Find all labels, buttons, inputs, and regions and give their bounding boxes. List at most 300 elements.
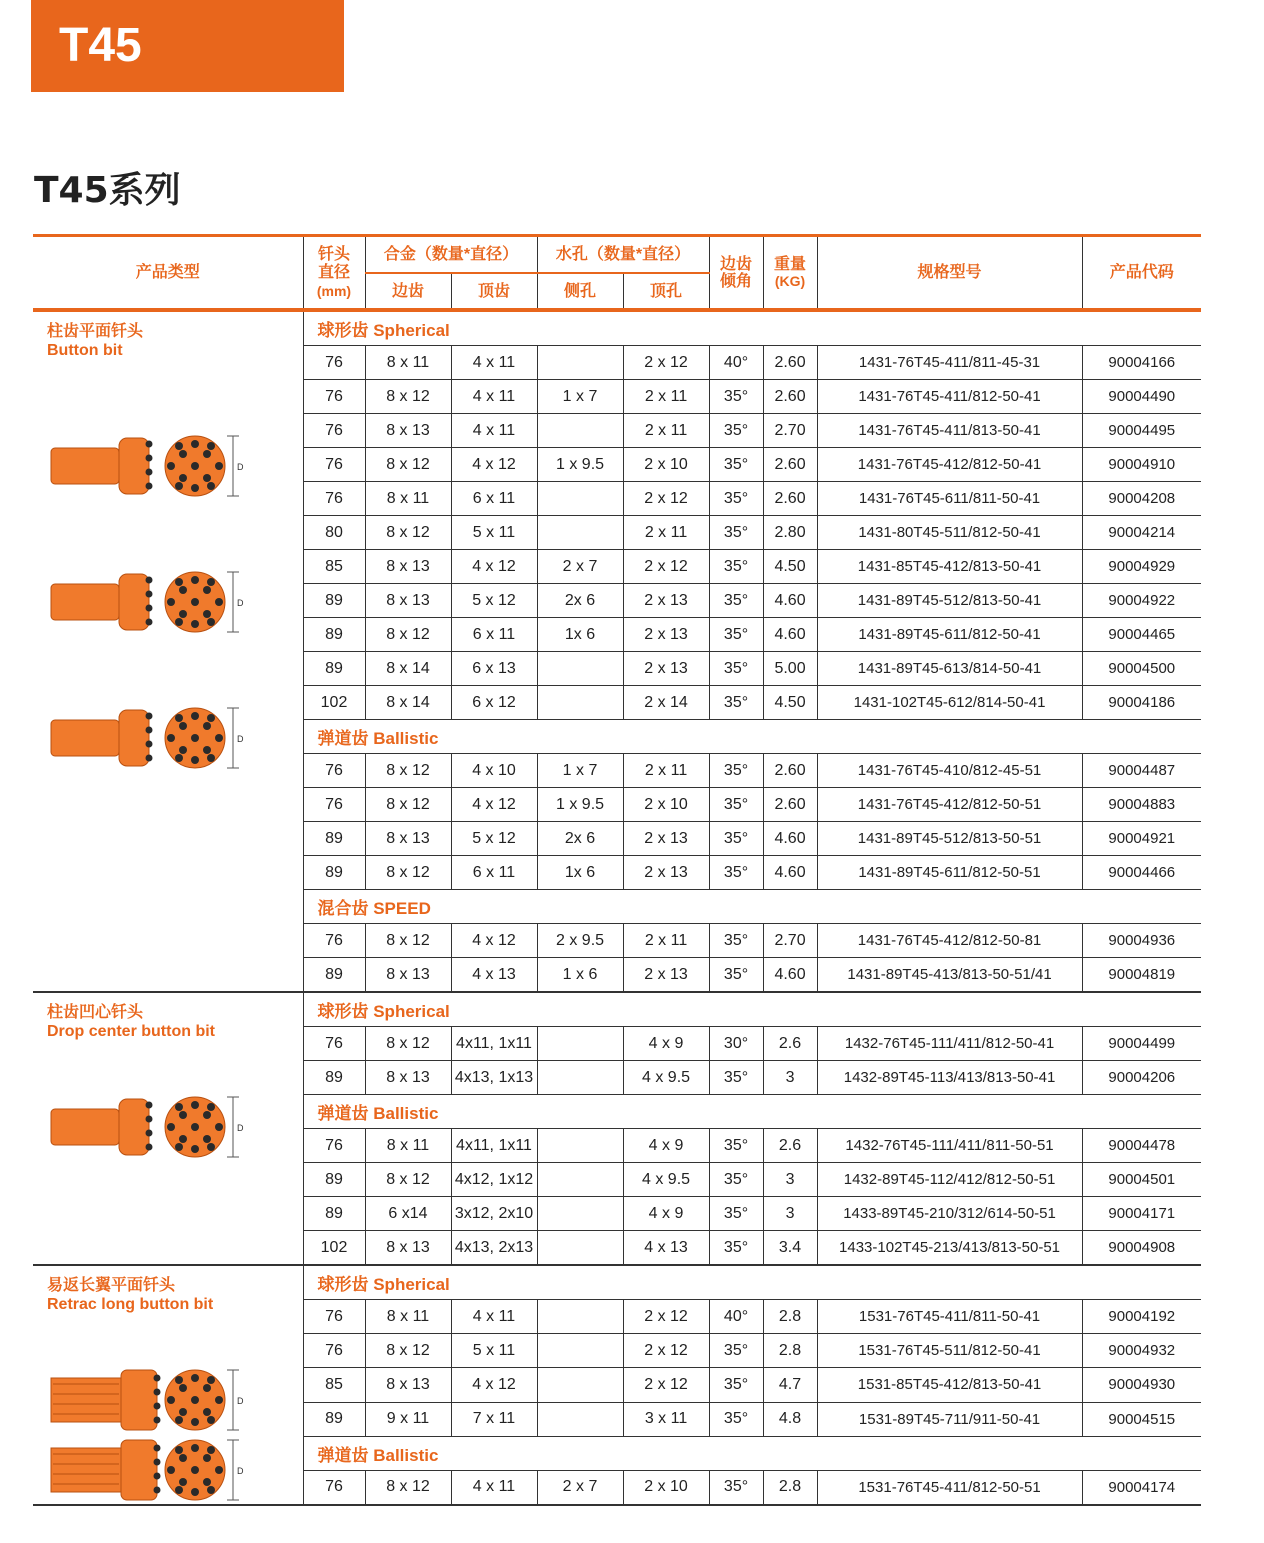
cell-water-side: 1x 6 bbox=[537, 856, 623, 890]
cell-water-side: 2 x 7 bbox=[537, 550, 623, 584]
cell-alloy-side: 8 x 13 bbox=[365, 822, 451, 856]
cell-diameter: 76 bbox=[303, 448, 365, 482]
cell-angle: 35° bbox=[709, 822, 763, 856]
cell-water-top: 4 x 9 bbox=[623, 1027, 709, 1061]
diameter-dimension-label: D bbox=[237, 1123, 244, 1133]
tooth-type-label: 球形齿 Spherical bbox=[303, 992, 1201, 1027]
cell-alloy-top: 5 x 11 bbox=[451, 516, 537, 550]
header-weight-l2: (KG) bbox=[774, 272, 806, 289]
cell-alloy-side: 8 x 12 bbox=[365, 448, 451, 482]
cell-spec: 1431-89T45-613/814-50-41 bbox=[817, 652, 1082, 686]
cell-alloy-side: 8 x 11 bbox=[365, 482, 451, 516]
cell-water-top: 4 x 9.5 bbox=[623, 1061, 709, 1095]
cell-weight: 4.50 bbox=[763, 686, 817, 720]
cell-alloy-side: 8 x 13 bbox=[365, 550, 451, 584]
cell-spec: 1432-76T45-111/411/812-50-41 bbox=[817, 1027, 1082, 1061]
cell-water-top: 2 x 10 bbox=[623, 448, 709, 482]
cell-alloy-side: 9 x 11 bbox=[365, 1402, 451, 1436]
cell-weight: 4.60 bbox=[763, 958, 817, 993]
cell-diameter: 89 bbox=[303, 584, 365, 618]
bit-image bbox=[47, 566, 247, 636]
cell-diameter: 89 bbox=[303, 652, 365, 686]
bit-image bbox=[47, 1364, 247, 1434]
cell-alloy-side: 8 x 13 bbox=[365, 958, 451, 993]
cell-water-side bbox=[537, 1197, 623, 1231]
cell-weight: 4.60 bbox=[763, 856, 817, 890]
cell-angle: 35° bbox=[709, 1334, 763, 1368]
cell-water-top: 2 x 12 bbox=[623, 550, 709, 584]
page-title: T45系列 bbox=[34, 170, 181, 211]
cell-weight: 2.70 bbox=[763, 924, 817, 958]
cell-water-side: 2x 6 bbox=[537, 584, 623, 618]
cell-alloy-top: 6 x 12 bbox=[451, 686, 537, 720]
cell-water-top: 3 x 11 bbox=[623, 1402, 709, 1436]
cell-code: 90004883 bbox=[1082, 788, 1201, 822]
cell-weight: 2.6 bbox=[763, 1129, 817, 1163]
cell-alloy-side: 8 x 12 bbox=[365, 516, 451, 550]
cell-angle: 35° bbox=[709, 482, 763, 516]
cell-diameter: 76 bbox=[303, 1300, 365, 1334]
cell-code: 90004465 bbox=[1082, 618, 1201, 652]
cell-weight: 4.50 bbox=[763, 550, 817, 584]
cell-angle: 35° bbox=[709, 584, 763, 618]
cell-alloy-side: 8 x 12 bbox=[365, 1027, 451, 1061]
cell-spec: 1431-76T45-412/812-50-51 bbox=[817, 788, 1082, 822]
bit-image bbox=[47, 1091, 247, 1161]
cell-code: 90004495 bbox=[1082, 414, 1201, 448]
cell-code: 90004932 bbox=[1082, 1334, 1201, 1368]
cell-water-side bbox=[537, 1163, 623, 1197]
cell-angle: 35° bbox=[709, 754, 763, 788]
header-diameter-l1: 钎头 bbox=[317, 245, 350, 263]
tooth-type-label: 球形齿 Spherical bbox=[303, 1265, 1201, 1300]
cell-alloy-side: 8 x 11 bbox=[365, 346, 451, 380]
cell-angle: 35° bbox=[709, 618, 763, 652]
cell-water-side bbox=[537, 1368, 623, 1402]
cell-weight: 3 bbox=[763, 1197, 817, 1231]
cell-diameter: 89 bbox=[303, 1163, 365, 1197]
cell-diameter: 102 bbox=[303, 686, 365, 720]
header-product-type: 产品类型 bbox=[33, 236, 303, 311]
bit-illustrations bbox=[47, 1091, 303, 1161]
cell-code: 90004819 bbox=[1082, 958, 1201, 993]
cell-angle: 35° bbox=[709, 686, 763, 720]
cell-weight: 2.8 bbox=[763, 1300, 817, 1334]
cell-water-side: 2x 6 bbox=[537, 822, 623, 856]
cell-spec: 1433-89T45-210/312/614-50-51 bbox=[817, 1197, 1082, 1231]
tooth-type-label: 球形齿 Spherical bbox=[303, 310, 1201, 346]
cell-angle: 35° bbox=[709, 1197, 763, 1231]
cell-weight: 4.60 bbox=[763, 822, 817, 856]
cell-code: 90004499 bbox=[1082, 1027, 1201, 1061]
cell-water-top: 2 x 11 bbox=[623, 754, 709, 788]
cell-angle: 35° bbox=[709, 856, 763, 890]
cell-angle: 35° bbox=[709, 1231, 763, 1266]
cell-alloy-side: 8 x 13 bbox=[365, 1368, 451, 1402]
cell-alloy-side: 8 x 11 bbox=[365, 1129, 451, 1163]
cell-weight: 4.60 bbox=[763, 584, 817, 618]
header-weight-l1: 重量 bbox=[774, 255, 807, 273]
cell-diameter: 76 bbox=[303, 1129, 365, 1163]
header-angle-l2: 倾角 bbox=[720, 272, 753, 290]
cell-alloy-top: 6 x 11 bbox=[451, 856, 537, 890]
cell-alloy-side: 8 x 12 bbox=[365, 788, 451, 822]
button-bit-illustration bbox=[47, 702, 247, 772]
cell-water-side bbox=[537, 346, 623, 380]
cell-water-top: 2 x 11 bbox=[623, 924, 709, 958]
cell-alloy-top: 4x13, 2x13 bbox=[451, 1231, 537, 1266]
cell-alloy-top: 4 x 11 bbox=[451, 380, 537, 414]
cell-water-top: 2 x 11 bbox=[623, 380, 709, 414]
bit-image bbox=[47, 1434, 247, 1504]
cell-alloy-top: 7 x 11 bbox=[451, 1402, 537, 1436]
header-water-side: 侧孔 bbox=[537, 273, 623, 310]
cell-spec: 1431-76T45-412/812-50-81 bbox=[817, 924, 1082, 958]
product-group-cn: 柱齿凹心钎头 bbox=[47, 1004, 144, 1021]
cell-alloy-side: 8 x 12 bbox=[365, 380, 451, 414]
header-water-top: 顶孔 bbox=[623, 273, 709, 310]
cell-diameter: 89 bbox=[303, 1197, 365, 1231]
cell-code: 90004501 bbox=[1082, 1163, 1201, 1197]
cell-water-side bbox=[537, 1061, 623, 1095]
cell-angle: 35° bbox=[709, 788, 763, 822]
cell-diameter: 76 bbox=[303, 380, 365, 414]
cell-spec: 1431-76T45-412/812-50-41 bbox=[817, 448, 1082, 482]
cell-alloy-side: 8 x 13 bbox=[365, 414, 451, 448]
cell-spec: 1431-76T45-410/812-45-51 bbox=[817, 754, 1082, 788]
cell-spec: 1531-76T45-511/812-50-41 bbox=[817, 1334, 1082, 1368]
cell-diameter: 76 bbox=[303, 788, 365, 822]
cell-water-top: 2 x 10 bbox=[623, 1470, 709, 1505]
cell-spec: 1432-76T45-111/411/811-50-51 bbox=[817, 1129, 1082, 1163]
cell-angle: 35° bbox=[709, 448, 763, 482]
cell-water-top: 2 x 12 bbox=[623, 1368, 709, 1402]
cell-weight: 2.70 bbox=[763, 414, 817, 448]
tooth-type-label: 弹道齿 Ballistic bbox=[303, 1436, 1201, 1470]
cell-alloy-top: 4x13, 1x13 bbox=[451, 1061, 537, 1095]
cell-water-top: 2 x 11 bbox=[623, 414, 709, 448]
bit-image bbox=[47, 702, 247, 772]
cell-water-top: 2 x 13 bbox=[623, 584, 709, 618]
header-weight bbox=[763, 236, 817, 311]
cell-code: 90004171 bbox=[1082, 1197, 1201, 1231]
cell-diameter: 89 bbox=[303, 1061, 365, 1095]
cell-weight: 2.60 bbox=[763, 380, 817, 414]
cell-water-side bbox=[537, 1231, 623, 1266]
cell-code: 90004192 bbox=[1082, 1300, 1201, 1334]
header-alloy: 合金（数量*直径） bbox=[365, 236, 537, 274]
cell-diameter: 76 bbox=[303, 924, 365, 958]
cell-angle: 35° bbox=[709, 1163, 763, 1197]
cell-spec: 1431-76T45-611/811-50-41 bbox=[817, 482, 1082, 516]
cell-code: 90004174 bbox=[1082, 1470, 1201, 1505]
header-diameter bbox=[303, 236, 365, 311]
header-angle bbox=[709, 236, 763, 311]
cell-angle: 35° bbox=[709, 380, 763, 414]
cell-angle: 30° bbox=[709, 1027, 763, 1061]
cell-spec: 1431-80T45-511/812-50-41 bbox=[817, 516, 1082, 550]
button-bit-illustration bbox=[47, 430, 247, 500]
cell-code: 90004910 bbox=[1082, 448, 1201, 482]
section-row bbox=[33, 310, 1201, 346]
cell-spec: 1433-102T45-213/413/813-50-51 bbox=[817, 1231, 1082, 1266]
button-bit-illustration bbox=[47, 1364, 247, 1434]
cell-code: 90004929 bbox=[1082, 550, 1201, 584]
cell-water-side bbox=[537, 686, 623, 720]
header-diameter-l2: 直径 bbox=[317, 263, 350, 281]
cell-water-top: 2 x 13 bbox=[623, 958, 709, 993]
cell-angle: 35° bbox=[709, 550, 763, 584]
cell-spec: 1431-76T45-411/811-45-31 bbox=[817, 346, 1082, 380]
cell-diameter: 85 bbox=[303, 550, 365, 584]
cell-water-top: 2 x 12 bbox=[623, 1300, 709, 1334]
cell-diameter: 85 bbox=[303, 1368, 365, 1402]
cell-angle: 40° bbox=[709, 346, 763, 380]
cell-spec: 1431-76T45-411/813-50-41 bbox=[817, 414, 1082, 448]
cell-weight: 2.60 bbox=[763, 754, 817, 788]
cell-water-top: 2 x 11 bbox=[623, 516, 709, 550]
cell-code: 90004490 bbox=[1082, 380, 1201, 414]
product-group-en: Retrac long button bit bbox=[47, 1296, 214, 1313]
cell-code: 90004487 bbox=[1082, 754, 1201, 788]
cell-diameter: 76 bbox=[303, 346, 365, 380]
cell-weight: 2.60 bbox=[763, 448, 817, 482]
cell-angle: 40° bbox=[709, 1300, 763, 1334]
cell-code: 90004922 bbox=[1082, 584, 1201, 618]
cell-weight: 2.8 bbox=[763, 1470, 817, 1505]
cell-spec: 1531-76T45-411/812-50-51 bbox=[817, 1470, 1082, 1505]
product-group-cn: 易返长翼平面钎头 bbox=[47, 1277, 176, 1294]
cell-diameter: 76 bbox=[303, 414, 365, 448]
cell-alloy-top: 4 x 10 bbox=[451, 754, 537, 788]
cell-angle: 35° bbox=[709, 924, 763, 958]
cell-alloy-top: 3x12, 2x10 bbox=[451, 1197, 537, 1231]
cell-diameter: 80 bbox=[303, 516, 365, 550]
tooth-type-label: 弹道齿 Ballistic bbox=[303, 720, 1201, 754]
header-spec: 规格型号 bbox=[817, 236, 1082, 311]
header-alloy-side: 边齿 bbox=[365, 273, 451, 310]
cell-code: 90004515 bbox=[1082, 1402, 1201, 1436]
cell-diameter: 76 bbox=[303, 754, 365, 788]
cell-alloy-top: 4 x 12 bbox=[451, 448, 537, 482]
cell-water-top: 2 x 13 bbox=[623, 822, 709, 856]
cell-water-top: 4 x 9 bbox=[623, 1197, 709, 1231]
cell-alloy-top: 5 x 12 bbox=[451, 822, 537, 856]
cell-alloy-top: 6 x 11 bbox=[451, 482, 537, 516]
cell-alloy-side: 8 x 14 bbox=[365, 652, 451, 686]
product-group-en: Drop center button bit bbox=[47, 1023, 215, 1040]
cell-alloy-top: 4 x 11 bbox=[451, 414, 537, 448]
cell-angle: 35° bbox=[709, 1402, 763, 1436]
diameter-dimension-label: D bbox=[237, 734, 244, 744]
cell-angle: 35° bbox=[709, 1368, 763, 1402]
product-group-en: Button bit bbox=[47, 342, 123, 359]
cell-water-top: 2 x 12 bbox=[623, 346, 709, 380]
cell-alloy-top: 4 x 11 bbox=[451, 346, 537, 380]
cell-spec: 1531-89T45-711/911-50-41 bbox=[817, 1402, 1082, 1436]
cell-weight: 4.8 bbox=[763, 1402, 817, 1436]
cell-water-top: 2 x 10 bbox=[623, 788, 709, 822]
spec-table-body bbox=[33, 310, 1201, 1505]
cell-diameter: 89 bbox=[303, 958, 365, 993]
cell-diameter: 89 bbox=[303, 822, 365, 856]
cell-alloy-side: 8 x 12 bbox=[365, 924, 451, 958]
cell-code: 90004936 bbox=[1082, 924, 1201, 958]
cell-diameter: 76 bbox=[303, 482, 365, 516]
cell-spec: 1431-89T45-611/812-50-51 bbox=[817, 856, 1082, 890]
cell-weight: 4.60 bbox=[763, 618, 817, 652]
cell-alloy-side: 8 x 13 bbox=[365, 1231, 451, 1266]
bit-illustrations bbox=[47, 430, 303, 772]
cell-water-side: 1 x 9.5 bbox=[537, 788, 623, 822]
cell-weight: 2.80 bbox=[763, 516, 817, 550]
cell-code: 90004478 bbox=[1082, 1129, 1201, 1163]
cell-water-side bbox=[537, 482, 623, 516]
cell-water-side bbox=[537, 1300, 623, 1334]
cell-spec: 1431-89T45-512/813-50-41 bbox=[817, 584, 1082, 618]
cell-code: 90004166 bbox=[1082, 346, 1201, 380]
cell-diameter: 102 bbox=[303, 1231, 365, 1266]
cell-water-top: 2 x 12 bbox=[623, 1334, 709, 1368]
cell-water-top: 2 x 12 bbox=[623, 482, 709, 516]
cell-alloy-top: 4x11, 1x11 bbox=[451, 1027, 537, 1061]
diameter-dimension-label: D bbox=[237, 1396, 244, 1406]
cell-spec: 1431-89T45-512/813-50-51 bbox=[817, 822, 1082, 856]
cell-code: 90004921 bbox=[1082, 822, 1201, 856]
cell-alloy-side: 8 x 12 bbox=[365, 856, 451, 890]
cell-weight: 2.6 bbox=[763, 1027, 817, 1061]
cell-spec: 1531-85T45-412/813-50-41 bbox=[817, 1368, 1082, 1402]
cell-angle: 35° bbox=[709, 1470, 763, 1505]
header-code: 产品代码 bbox=[1082, 236, 1201, 311]
cell-code: 90004208 bbox=[1082, 482, 1201, 516]
cell-spec: 1431-76T45-411/812-50-41 bbox=[817, 380, 1082, 414]
cell-water-top: 4 x 13 bbox=[623, 1231, 709, 1266]
cell-code: 90004908 bbox=[1082, 1231, 1201, 1266]
cell-code: 90004214 bbox=[1082, 516, 1201, 550]
cell-alloy-side: 8 x 13 bbox=[365, 1061, 451, 1095]
spec-table bbox=[33, 234, 1201, 1506]
cell-alloy-top: 4 x 12 bbox=[451, 550, 537, 584]
product-group-cn: 柱齿平面钎头 bbox=[47, 323, 144, 340]
cell-angle: 35° bbox=[709, 516, 763, 550]
product-group-cell bbox=[33, 992, 303, 1265]
cell-alloy-side: 8 x 12 bbox=[365, 1334, 451, 1368]
cell-diameter: 89 bbox=[303, 856, 365, 890]
cell-diameter: 76 bbox=[303, 1027, 365, 1061]
cell-weight: 3 bbox=[763, 1061, 817, 1095]
cell-code: 90004500 bbox=[1082, 652, 1201, 686]
tooth-type-label: 混合齿 SPEED bbox=[303, 890, 1201, 924]
cell-water-top: 2 x 14 bbox=[623, 686, 709, 720]
cell-diameter: 89 bbox=[303, 1402, 365, 1436]
button-bit-illustration bbox=[47, 1091, 247, 1161]
cell-water-side: 1 x 6 bbox=[537, 958, 623, 993]
header-diameter-l3: (mm) bbox=[316, 282, 352, 299]
cell-alloy-side: 8 x 13 bbox=[365, 584, 451, 618]
bit-image bbox=[47, 430, 247, 500]
cell-spec: 1531-76T45-411/811-50-41 bbox=[817, 1300, 1082, 1334]
cell-water-top: 2 x 13 bbox=[623, 856, 709, 890]
diameter-dimension-label: D bbox=[237, 462, 244, 472]
cell-weight: 2.60 bbox=[763, 788, 817, 822]
cell-water-side: 1x 6 bbox=[537, 618, 623, 652]
cell-code: 90004206 bbox=[1082, 1061, 1201, 1095]
cell-angle: 35° bbox=[709, 958, 763, 993]
cell-angle: 35° bbox=[709, 1129, 763, 1163]
cell-weight: 4.7 bbox=[763, 1368, 817, 1402]
cell-alloy-top: 4 x 11 bbox=[451, 1300, 537, 1334]
cell-spec: 1431-89T45-413/813-50-51/41 bbox=[817, 958, 1082, 993]
cell-code: 90004466 bbox=[1082, 856, 1201, 890]
cell-alloy-side: 8 x 12 bbox=[365, 754, 451, 788]
button-bit-illustration bbox=[47, 1434, 247, 1504]
cell-alloy-top: 6 x 11 bbox=[451, 618, 537, 652]
cell-alloy-side: 8 x 12 bbox=[365, 618, 451, 652]
cell-spec: 1431-85T45-412/813-50-41 bbox=[817, 550, 1082, 584]
cell-code: 90004186 bbox=[1082, 686, 1201, 720]
cell-alloy-side: 6 x14 bbox=[365, 1197, 451, 1231]
cell-water-side bbox=[537, 1129, 623, 1163]
section-row bbox=[33, 992, 1201, 1027]
cell-alloy-top: 6 x 13 bbox=[451, 652, 537, 686]
cell-water-side bbox=[537, 1402, 623, 1436]
cell-spec: 1431-89T45-611/812-50-41 bbox=[817, 618, 1082, 652]
cell-alloy-side: 8 x 12 bbox=[365, 1470, 451, 1505]
cell-water-side: 2 x 9.5 bbox=[537, 924, 623, 958]
cell-alloy-top: 4 x 12 bbox=[451, 1368, 537, 1402]
cell-weight: 5.00 bbox=[763, 652, 817, 686]
diameter-dimension-label: D bbox=[237, 1466, 244, 1476]
cell-alloy-top: 4 x 11 bbox=[451, 1470, 537, 1505]
cell-weight: 3.4 bbox=[763, 1231, 817, 1266]
tooth-type-label: 弹道齿 Ballistic bbox=[303, 1095, 1201, 1129]
cell-weight: 2.8 bbox=[763, 1334, 817, 1368]
cell-water-side bbox=[537, 414, 623, 448]
cell-alloy-top: 5 x 11 bbox=[451, 1334, 537, 1368]
cell-water-side bbox=[537, 1027, 623, 1061]
cell-water-side bbox=[537, 652, 623, 686]
bit-illustrations bbox=[47, 1364, 303, 1504]
cell-water-side: 1 x 7 bbox=[537, 754, 623, 788]
diameter-dimension-label: D bbox=[237, 598, 244, 608]
cell-alloy-top: 4x12, 1x12 bbox=[451, 1163, 537, 1197]
cell-water-side: 1 x 9.5 bbox=[537, 448, 623, 482]
cell-weight: 3 bbox=[763, 1163, 817, 1197]
cell-water-side: 2 x 7 bbox=[537, 1470, 623, 1505]
cell-alloy-top: 4 x 12 bbox=[451, 924, 537, 958]
cell-code: 90004930 bbox=[1082, 1368, 1201, 1402]
cell-water-top: 2 x 13 bbox=[623, 652, 709, 686]
cell-weight: 2.60 bbox=[763, 346, 817, 380]
cell-alloy-top: 4 x 12 bbox=[451, 788, 537, 822]
cell-alloy-side: 8 x 11 bbox=[365, 1300, 451, 1334]
cell-diameter: 76 bbox=[303, 1470, 365, 1505]
cell-water-top: 2 x 13 bbox=[623, 618, 709, 652]
cell-angle: 35° bbox=[709, 652, 763, 686]
button-bit-illustration bbox=[47, 566, 247, 636]
section-row bbox=[33, 1265, 1201, 1300]
cell-alloy-top: 4 x 13 bbox=[451, 958, 537, 993]
header-alloy-top: 顶齿 bbox=[451, 273, 537, 310]
cell-alloy-top: 4x11, 1x11 bbox=[451, 1129, 537, 1163]
cell-alloy-side: 8 x 14 bbox=[365, 686, 451, 720]
cell-water-top: 4 x 9.5 bbox=[623, 1163, 709, 1197]
header-water: 水孔（数量*直径） bbox=[537, 236, 709, 274]
cell-diameter: 89 bbox=[303, 618, 365, 652]
cell-alloy-side: 8 x 12 bbox=[365, 1163, 451, 1197]
cell-water-top: 4 x 9 bbox=[623, 1129, 709, 1163]
